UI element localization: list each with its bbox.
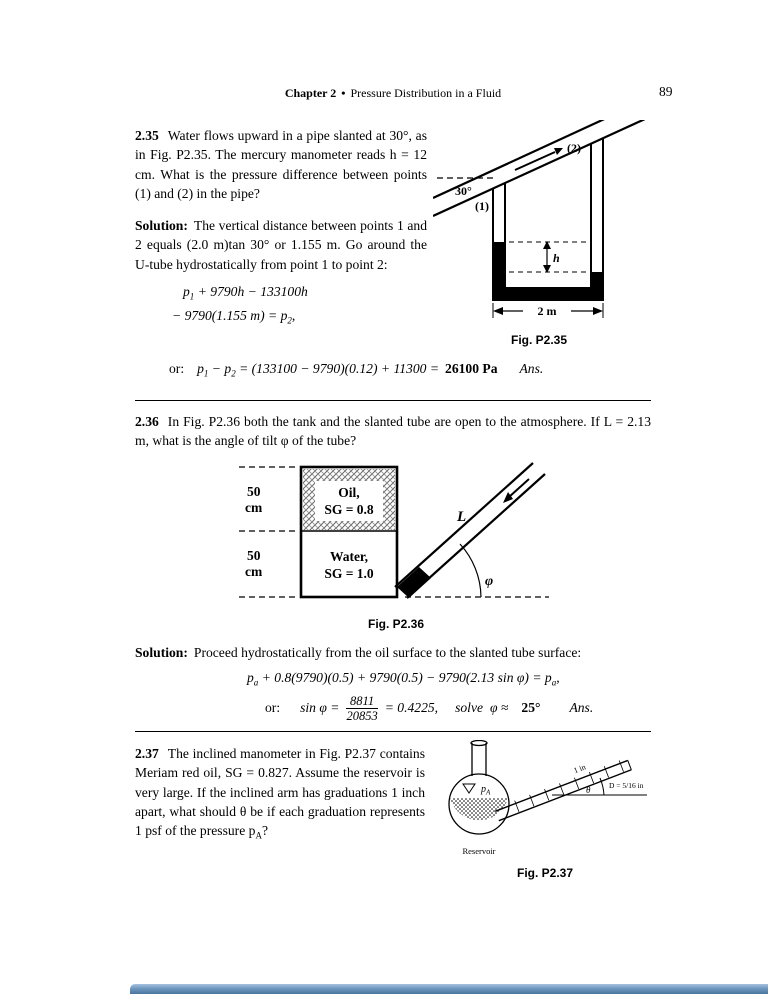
solution-label: Solution:: [135, 218, 188, 234]
problem-number: 2.36: [135, 414, 159, 429]
eq-term: − p: [208, 361, 232, 376]
eq-term: = (133100 − 9790)(0.12) + 11300 =: [235, 361, 440, 376]
header-bullet: •: [341, 86, 346, 100]
theta-label: θ: [586, 785, 591, 795]
solution-label: Solution:: [135, 644, 188, 660]
fig-p237-caption: Fig. P2.37: [516, 866, 574, 880]
chapter-title: Pressure Distribution in a Fluid: [350, 86, 502, 100]
water-label-line1: Water,: [329, 548, 369, 564]
eq-subscript: 2: [287, 315, 292, 326]
problem-number: 2.37: [135, 746, 159, 761]
figure-p236: [237, 459, 555, 631]
eq-term: p: [197, 361, 204, 376]
eq-term: + 0.8(9790)(0.5) + 9790(0.5) − 9790(2.13 sin φ) = p: [258, 669, 552, 685]
eq-term: − 9790(1.155 m) = p: [172, 307, 288, 323]
oil-label-line2: SG = 0.8: [324, 501, 374, 517]
fig-p237-drawing: [439, 740, 651, 858]
fig-p235-caption: Fig. P2.35: [510, 333, 568, 347]
equation-236-line1: [247, 670, 651, 688]
equation-235-result: [169, 361, 651, 379]
fig-p235-drawing: [433, 120, 645, 325]
figure-p235: [433, 120, 645, 347]
mercury-and-arrowheads: [493, 148, 603, 315]
solution-text: The vertical distance between points 1 and 2 equals (2.0 m)tan 30° or 1.155 m. Go around the U-tube hydrostatically from point 1 to point 2:: [135, 218, 427, 272]
answer-value: 26100 Pa: [445, 361, 498, 376]
eq-subscript: 1: [189, 291, 195, 302]
problem-2-37-section: [135, 744, 651, 880]
eq-term: ,: [291, 307, 296, 323]
problem-2-37-text-column: [135, 744, 425, 880]
point2-label: (2): [567, 141, 581, 155]
problem-2-36-statement: [135, 412, 651, 451]
viewer-bottom-bar: [130, 984, 768, 994]
statement-text: ?: [261, 823, 268, 839]
fraction-denominator: 20853: [346, 708, 378, 723]
section-divider: [135, 731, 651, 732]
chapter-label: Chapter 2: [284, 86, 337, 100]
eq-term: φ ≈: [490, 700, 509, 716]
equation-236-result: [265, 694, 651, 724]
eq-term: = 0.4225,: [384, 700, 439, 716]
ans-label: Ans.: [519, 361, 544, 376]
problem-number: 2.35: [135, 128, 159, 143]
eq-subscript: a: [551, 677, 557, 688]
statement-text: Water flows upward in a pipe slanted at 30°, as in Fig. P2.35. The mercury manometer reads h = 12 cm. What is the pressure difference between points (1) and (2) in the pipe?: [135, 128, 427, 201]
fraction: [346, 694, 377, 724]
ans-label: Ans.: [569, 700, 594, 716]
dim2-value: 50: [247, 547, 261, 563]
pa-subscript: A: [255, 830, 262, 841]
problem-2-35-solution: [135, 216, 427, 274]
graduation-spacing-label: 1 in: [572, 762, 587, 776]
eq-term: p: [247, 669, 254, 685]
fraction-numerator: 8811: [346, 694, 377, 709]
section-divider: [135, 400, 651, 401]
water-label-line2: SG = 1.0: [324, 565, 374, 581]
length-label: L: [457, 508, 467, 525]
problem-2-35-text-column: [135, 126, 427, 347]
eq-term: ,: [556, 669, 560, 685]
dim1-value: 50: [247, 483, 261, 499]
problem-2-35-statement: [135, 126, 427, 203]
reservoir-pressure-label: $p_A$: [481, 784, 491, 797]
eq-term: solve: [455, 700, 484, 716]
eq-subscript: a: [253, 677, 259, 688]
dim1-unit: cm: [245, 499, 263, 515]
equation-235-line2: [172, 308, 427, 326]
answer-value: 25°: [521, 700, 541, 716]
figure-p237: [439, 740, 651, 880]
eq-term: sin φ =: [300, 700, 340, 716]
h-label: h: [553, 251, 560, 265]
angle-label: 30°: [455, 184, 472, 198]
or-label: or:: [169, 361, 185, 376]
fig236-solids: [397, 492, 513, 598]
tilt-angle-label: φ: [485, 573, 494, 589]
dim2-unit: cm: [245, 563, 263, 579]
eq-term: + 9790h − 133100h: [194, 284, 308, 300]
fig-p236-caption: Fig. P2.36: [367, 616, 425, 631]
width-label: 2 m: [537, 304, 557, 318]
page-number: 89: [659, 84, 673, 99]
statement-text: The inclined manometer in Fig. P2.37 contains Meriam red oil, SG = 0.827. Assume the reservoir is very large. If the inclined arm has graduations 1 inch apart, what should θ be if each graduation represents 1 psf of the pressure p: [135, 746, 425, 839]
problem-2-35-section: [135, 126, 651, 379]
fig-p236-drawing: [237, 459, 555, 609]
or-label: or:: [265, 700, 281, 716]
problem-2-36-solution: [135, 643, 651, 662]
page-header: [135, 86, 651, 101]
eq-subscript: 1: [203, 368, 209, 379]
solution-text: Proceed hydrostatically from the oil surface to the slanted tube surface:: [193, 644, 582, 660]
reservoir-label: Reservoir: [462, 846, 496, 856]
eq-term: p: [183, 284, 190, 300]
eq-subscript: 2: [231, 368, 236, 379]
point1-label: (1): [475, 199, 489, 213]
diameter-label: D = 5/16 in: [609, 781, 644, 790]
problem-2-36-section: [135, 412, 651, 723]
fig237-labels: [462, 781, 643, 856]
oil-label-line1: Oil,: [338, 484, 360, 500]
problem-2-37-statement: [135, 744, 425, 843]
statement-text: In Fig. P2.36 both the tank and the slanted tube are open to the atmosphere. If L = 2.13 m, what is the angle of tilt φ of the tube?: [135, 414, 651, 449]
equation-235-line1: [183, 284, 427, 302]
